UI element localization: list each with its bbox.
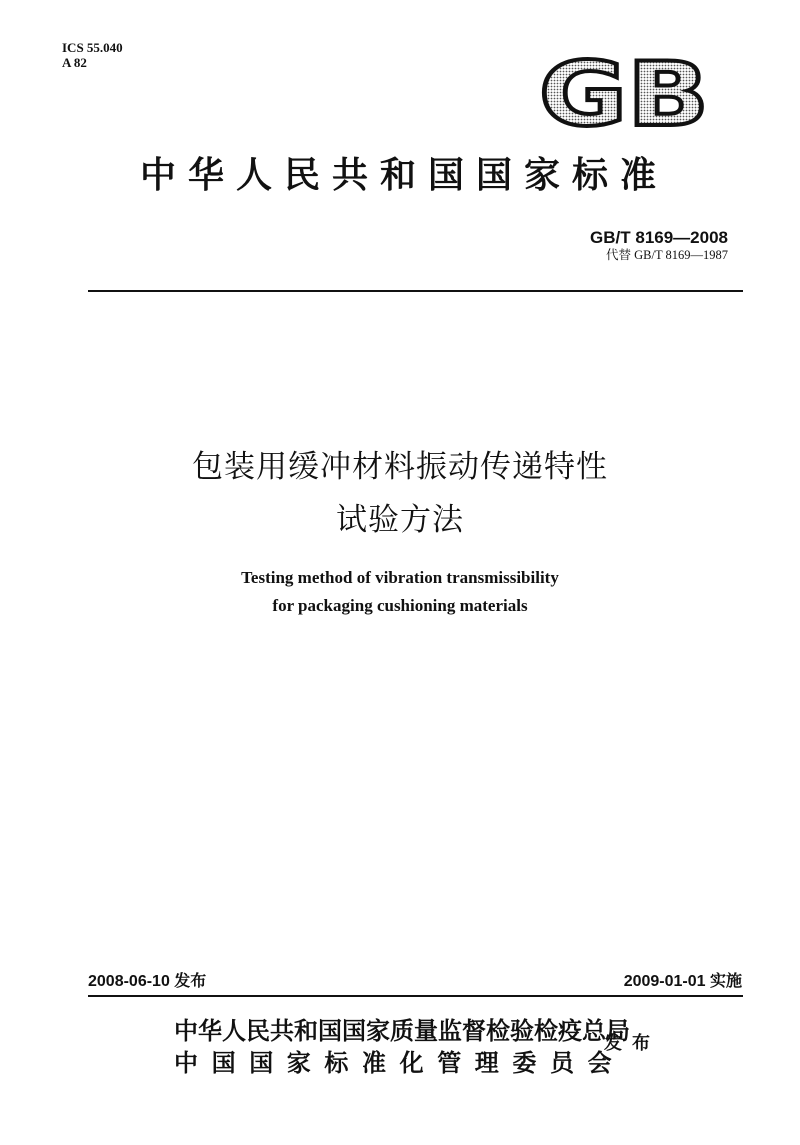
classification-codes bbox=[62, 40, 123, 70]
top-divider bbox=[88, 290, 743, 292]
title-chinese-line2: 试验方法 bbox=[336, 502, 464, 538]
implementation-date: 2009-01-01 实施 bbox=[623, 973, 742, 990]
ics-code: ICS 55.040 bbox=[62, 40, 123, 55]
ccs-code: A 82 bbox=[62, 55, 87, 70]
issuer-aqsiq: 中华人民共和国国家质量监督检验检疫总局 bbox=[174, 1017, 630, 1045]
publish-label: 发布 bbox=[604, 1033, 660, 1054]
title-english-line1: Testing method of vibration transmissibility bbox=[241, 568, 559, 587]
national-standard-header: 中华人民共和国国家标准 bbox=[139, 155, 668, 196]
logo-text: GB bbox=[539, 55, 709, 129]
standard-number: GB/T 8169—2008 bbox=[590, 228, 728, 247]
issuer-sac: 中国国家标准化管理委员会 bbox=[174, 1049, 626, 1077]
title-english-line2: for packaging cushioning materials bbox=[272, 596, 528, 615]
replaced-standard: 代替 GB/T 8169—1987 bbox=[606, 248, 728, 262]
issue-date: 2008-06-10 发布 bbox=[88, 973, 207, 990]
gb-national-standard-logo-icon bbox=[535, 55, 713, 129]
bottom-divider bbox=[88, 995, 743, 997]
title-chinese-line1: 包装用缓冲材料振动传递特性 bbox=[192, 449, 608, 485]
